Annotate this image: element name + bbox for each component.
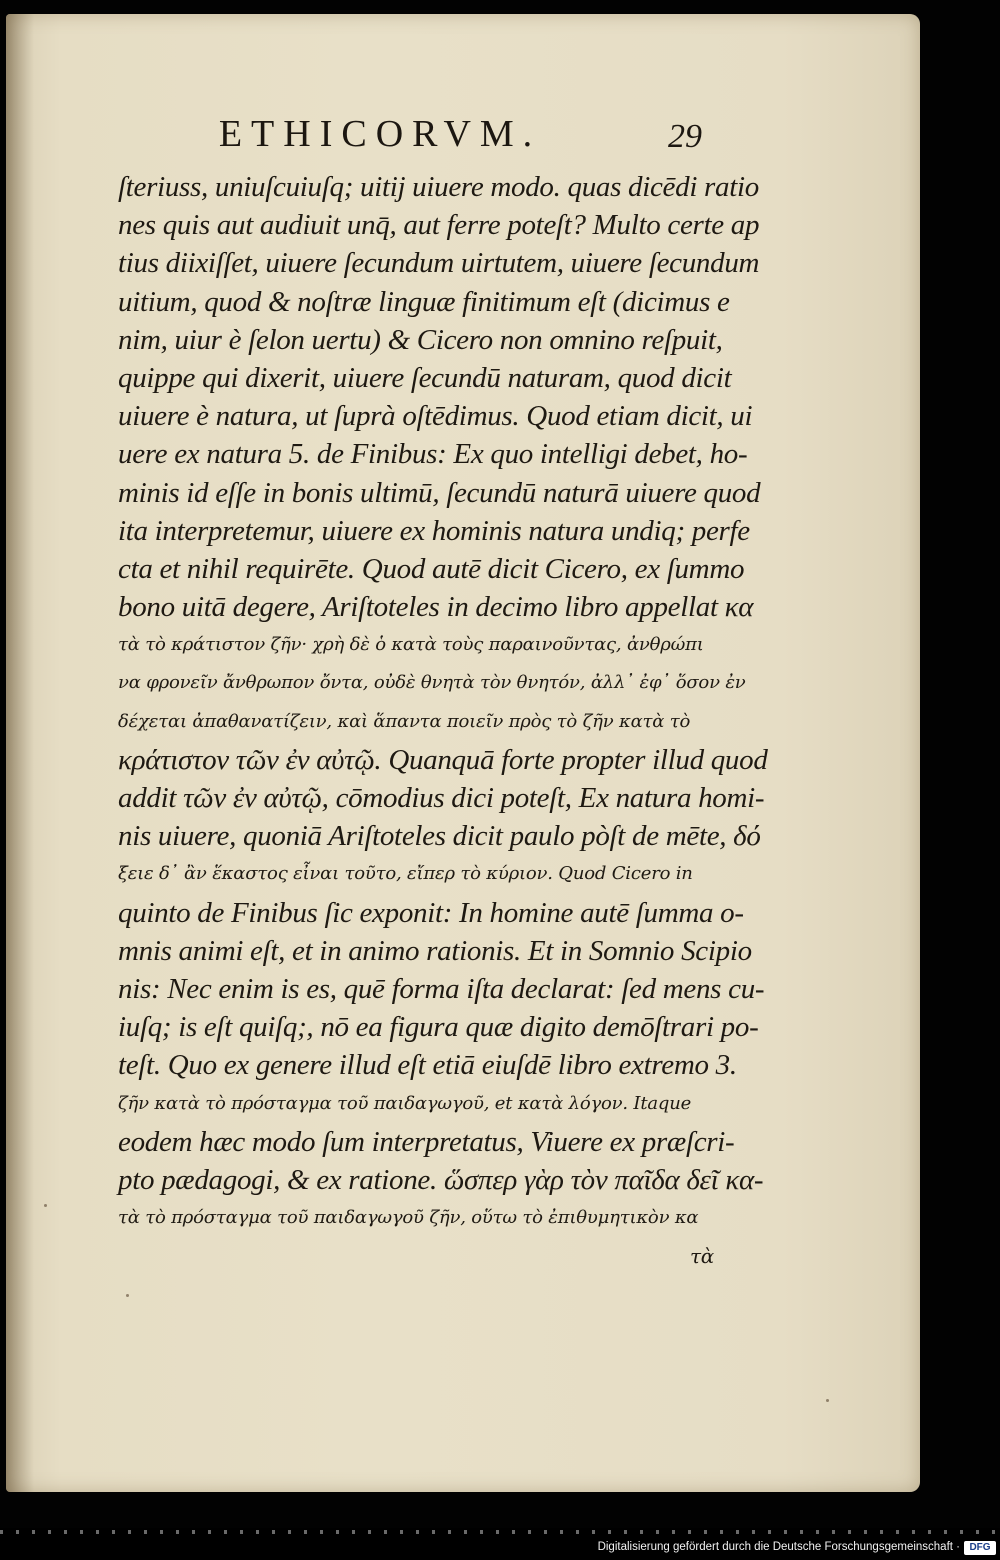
text-line: κράτιστον τῶν ἐν αὐτῷ. Quanquā forte propter illud quod: [118, 743, 768, 776]
digitization-credit: Digitalisierung gefördert durch die Deutsche Forschungsgemeinschaft ·: [597, 1541, 960, 1553]
dfg-logo: DFG: [964, 1541, 996, 1555]
text-line: uere ex natura 5. de Finibus: Ex quo intelligi debet, ho-: [118, 438, 748, 471]
text-line: uitium, quod & noſtræ linguæ finitimum eſt (dicimus e: [118, 285, 730, 318]
greek-text-line: ζῆν κατὰ τὸ πρόσταγμα τοῦ παιδαγωγοῦ, et κατὰ λόγον. Itaque: [118, 1092, 692, 1114]
greek-text-line: να φρονεῖν ἄνθρωπον ὄντα, οὐδὲ θνητὰ τὸν θνητόν, ἀλλ᾽ ἐφ᾽ ὅσον ἐν: [118, 672, 746, 694]
text-line: nes quis aut audiuit unq̄, aut ferre poteſt? Multo certe ap: [118, 209, 760, 242]
text-line: nis uiuere, quoniā Ariſtoteles dicit paulo pòſt de mēte, δό: [118, 820, 761, 853]
text-line: bono uitā degere, Ariſtoteles in decimo libro appellat κα: [118, 591, 754, 624]
text-line: minis id eſſe in bonis ultimū, ſecundū naturā uiuere quod: [118, 476, 761, 509]
text-line: cta et nihil requirēte. Quod autē dicit Cicero, ex ſummo: [118, 552, 745, 585]
text-line: ſteriuss, uniuſcuiuſq; uitij uiuere modo. quas dicēdi ratio: [118, 171, 759, 203]
text-line: ita interpretemur, uiuere ex hominis natura undiq; perfe: [118, 514, 750, 547]
greek-text-line: ξειε δ᾽ ἂν ἕκαστος εἶναι τοῦτο, εἴπερ τὸ κύριον. Quod Cicero in: [118, 863, 693, 885]
text-line: nim, uiur è ſelon uertu) & Cicero non omnino reſpuit,: [118, 323, 723, 356]
text-line: quinto de Finibus ſic exponit: In homine autē ſumma o-: [118, 896, 744, 929]
paper-foxing-spot: [126, 1294, 129, 1297]
gutter-shadow: [6, 14, 34, 1492]
text-line: eodem hæc modo ſum interpretatus, Viuere ex præſcri-: [118, 1125, 735, 1158]
running-head: ETHICORVM.: [218, 113, 542, 155]
paper-foxing-spot: [826, 1399, 829, 1402]
body-text: [118, 168, 768, 1275]
catchword: τὰ: [690, 1244, 714, 1269]
text-line: iuſq; is eſt quiſq;, nō ea figura quæ digito demōſtrari po-: [118, 1011, 759, 1044]
greek-text-line: τὰ τὸ πρόσταγμα τοῦ παιδαγωγοῦ ζῆν, οὕτω τὸ ἐπιθυμητικὸν κα: [118, 1207, 699, 1229]
text-line: tius diixiſſet, uiuere ſecundum uirtutem, uiuere ſecundum: [118, 247, 760, 280]
footer-dotted-rule: [0, 1530, 1000, 1534]
text-line: addit τῶν ἐν αὐτῷ, cōmodius dici poteſt, Ex natura homi-: [118, 782, 765, 814]
text-line: quippe qui dixerit, uiuere ſecundū naturam, quod dicit: [118, 361, 732, 394]
text-line: uiuere è natura, ut ſuprà oſtēdimus. Quod etiam dicit, ui: [118, 400, 753, 433]
paper-foxing-spot: [44, 1204, 47, 1207]
page-number: 29: [668, 118, 702, 155]
text-line: mnis animi eſt, et in animo rationis. Et in Somnio Scipio: [118, 934, 752, 967]
greek-text-line: τὰ τὸ κράτιστον ζῆν· χρὴ δὲ ὁ κατὰ τοὺς παραινοῦντας, ἀνθρώπι: [118, 634, 704, 656]
text-line: pto pædagogi, & ex ratione. ὥσπερ γὰρ τὸν παῖδα δεῖ κα-: [118, 1163, 764, 1196]
text-line: teſt. Quo ex genere illud eſt etiā eiuſdē libro extremo 3.: [118, 1049, 737, 1082]
greek-text-line: δέχεται ἀπαθανατίζειν, καὶ ἅπαντα ποιεῖν πρὸς τὸ ζῆν κατὰ τὸ: [118, 710, 691, 732]
text-line: nis: Nec enim is es, quē forma iſta declarat: ſed mens cu-: [118, 972, 765, 1005]
